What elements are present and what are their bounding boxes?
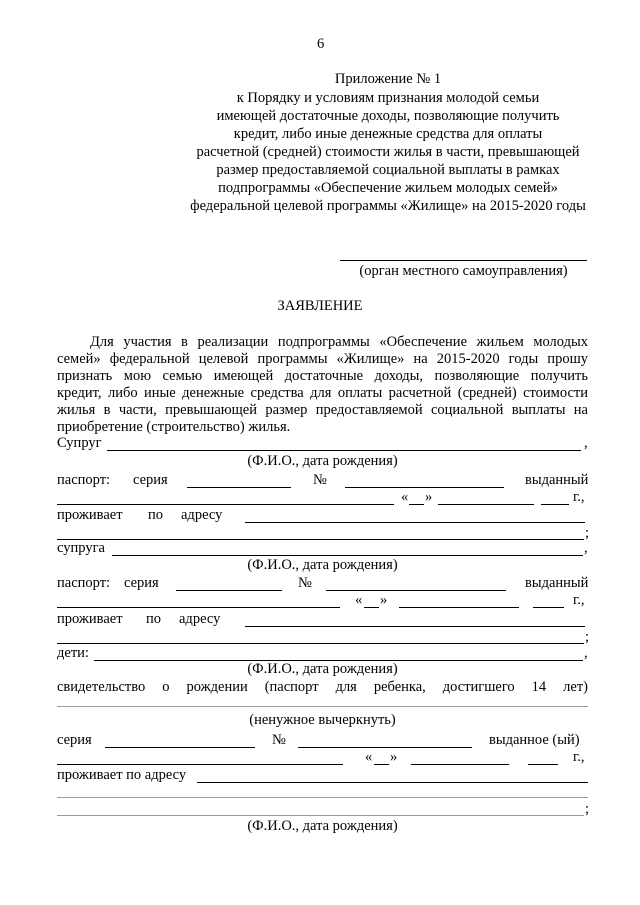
- document-title: ЗАЯВЛЕНИЕ: [277, 298, 363, 314]
- certificate-label: свидетельство о рождении (паспорт для ребенка, достигшего 14 лет): [57, 679, 588, 695]
- quote-open: «: [401, 489, 409, 505]
- husband-label: Супруг: [57, 435, 102, 451]
- comma: ,: [584, 435, 588, 451]
- series-label: серия: [124, 575, 159, 591]
- body-line: семей» федеральной целевой программы «Жилище» на 2015-2020 годы прошу: [57, 351, 588, 367]
- comma: ,: [584, 645, 588, 661]
- wife-passport-series-field[interactable]: [176, 590, 282, 591]
- quote-open: «: [365, 749, 373, 765]
- number-sign: №: [313, 472, 327, 488]
- wife-label: супруга: [57, 540, 105, 556]
- year-suffix: г.,: [573, 749, 585, 765]
- body-line: кредит, либо иные денежные средства для оплаты расчетной (средней) стоимости: [57, 385, 588, 401]
- comma: ,: [584, 540, 588, 556]
- wife-issue-month-field[interactable]: [399, 607, 519, 608]
- wife-issue-day-field[interactable]: [364, 607, 379, 608]
- year-suffix: г.,: [573, 592, 585, 608]
- address-label: адресу: [181, 507, 223, 523]
- child-issue-year-field[interactable]: [528, 764, 558, 765]
- body-line: Для участия в реализации подпрограммы «Обеспечение жильем молодых: [90, 334, 588, 350]
- child-issued-by-field[interactable]: [57, 764, 343, 765]
- body-line: признать мою семью имеющей достаточные доходы, позволяющие получить: [57, 368, 588, 384]
- appendix-line: имеющей достаточные доходы, позволяющие получить: [216, 108, 560, 124]
- child-address-field-2[interactable]: [57, 797, 588, 798]
- semicolon: ;: [585, 801, 590, 817]
- passport-label: паспорт:: [57, 575, 111, 591]
- wife-passport-number-field[interactable]: [326, 590, 506, 591]
- issued-label: выданный: [525, 472, 589, 488]
- wife-address-field[interactable]: [245, 626, 585, 627]
- at-label: по: [146, 611, 162, 627]
- year-suffix: г.,: [573, 489, 585, 505]
- passport-label: паспорт:: [57, 472, 111, 488]
- authority-line[interactable]: [340, 260, 587, 261]
- child-address-field-3[interactable]: [57, 815, 584, 816]
- child-number-field[interactable]: [298, 747, 472, 748]
- appendix-line: расчетной (средней) стоимости жилья в части, превышающей: [196, 144, 580, 160]
- husband-address-field[interactable]: [245, 522, 585, 523]
- series-label: серия: [57, 732, 92, 748]
- quote-open: «: [355, 592, 363, 608]
- semicolon: ;: [585, 629, 590, 645]
- child-issue-day-field[interactable]: [374, 764, 389, 765]
- lives-label: проживает: [57, 507, 123, 523]
- husband-fio-caption: (Ф.И.О., дата рождения): [247, 453, 398, 469]
- child-series-field[interactable]: [105, 747, 255, 748]
- lives-at-address-label: проживает по адресу: [57, 767, 187, 783]
- wife-issue-year-field[interactable]: [533, 607, 564, 608]
- at-label: по: [148, 507, 164, 523]
- certificate-field[interactable]: [57, 706, 588, 707]
- husband-passport-series-field[interactable]: [187, 487, 291, 488]
- cross-out-caption: (ненужное вычеркнуть): [249, 712, 396, 728]
- appendix-title: Приложение № 1: [334, 71, 442, 87]
- child-address-field[interactable]: [197, 782, 588, 783]
- series-label: серия: [133, 472, 168, 488]
- issued-label: выданный: [525, 575, 589, 591]
- appendix-line: к Порядку и условиям признания молодой семьи: [236, 90, 540, 106]
- quote-close: »: [390, 749, 398, 765]
- authority-caption: (орган местного самоуправления): [359, 263, 568, 279]
- lives-label: проживает: [57, 611, 123, 627]
- husband-issue-year-field[interactable]: [541, 504, 569, 505]
- child-issue-month-field[interactable]: [411, 764, 509, 765]
- wife-address-field-2[interactable]: [57, 643, 584, 644]
- issued-neuter-label: выданное (ый): [489, 732, 580, 748]
- child-fio-caption-2: (Ф.И.О., дата рождения): [247, 818, 398, 834]
- child-fio-caption: (Ф.И.О., дата рождения): [247, 661, 398, 677]
- appendix-line: федеральной целевой программы «Жилище» на 2015-2020 годы: [190, 198, 586, 214]
- quote-close: »: [425, 489, 433, 505]
- number-sign: №: [272, 732, 286, 748]
- number-sign: №: [298, 575, 312, 591]
- husband-issue-day-field[interactable]: [409, 504, 424, 505]
- semicolon: ;: [585, 525, 590, 541]
- appendix-line: кредит, либо иные денежные средства для оплаты: [233, 126, 543, 142]
- wife-fio-caption: (Ф.И.О., дата рождения): [247, 557, 398, 573]
- quote-close: »: [380, 592, 388, 608]
- husband-issued-by-field[interactable]: [57, 504, 394, 505]
- address-label: адресу: [179, 611, 221, 627]
- husband-fio-field[interactable]: [107, 450, 581, 451]
- children-label: дети:: [57, 645, 89, 661]
- husband-issue-month-field[interactable]: [438, 504, 534, 505]
- body-line: приобретение (строительство) жилья.: [57, 419, 291, 435]
- body-line: жилья в части, превышающей размер предоставляемой социальной выплаты на: [57, 402, 588, 418]
- wife-issued-by-field[interactable]: [57, 607, 340, 608]
- appendix-line: размер предоставляемой социальной выплаты в рамках: [216, 162, 560, 178]
- appendix-line: подпрограммы «Обеспечение жильем молодых семей»: [218, 180, 558, 196]
- husband-address-field-2[interactable]: [57, 539, 584, 540]
- page-number: 6: [317, 36, 325, 52]
